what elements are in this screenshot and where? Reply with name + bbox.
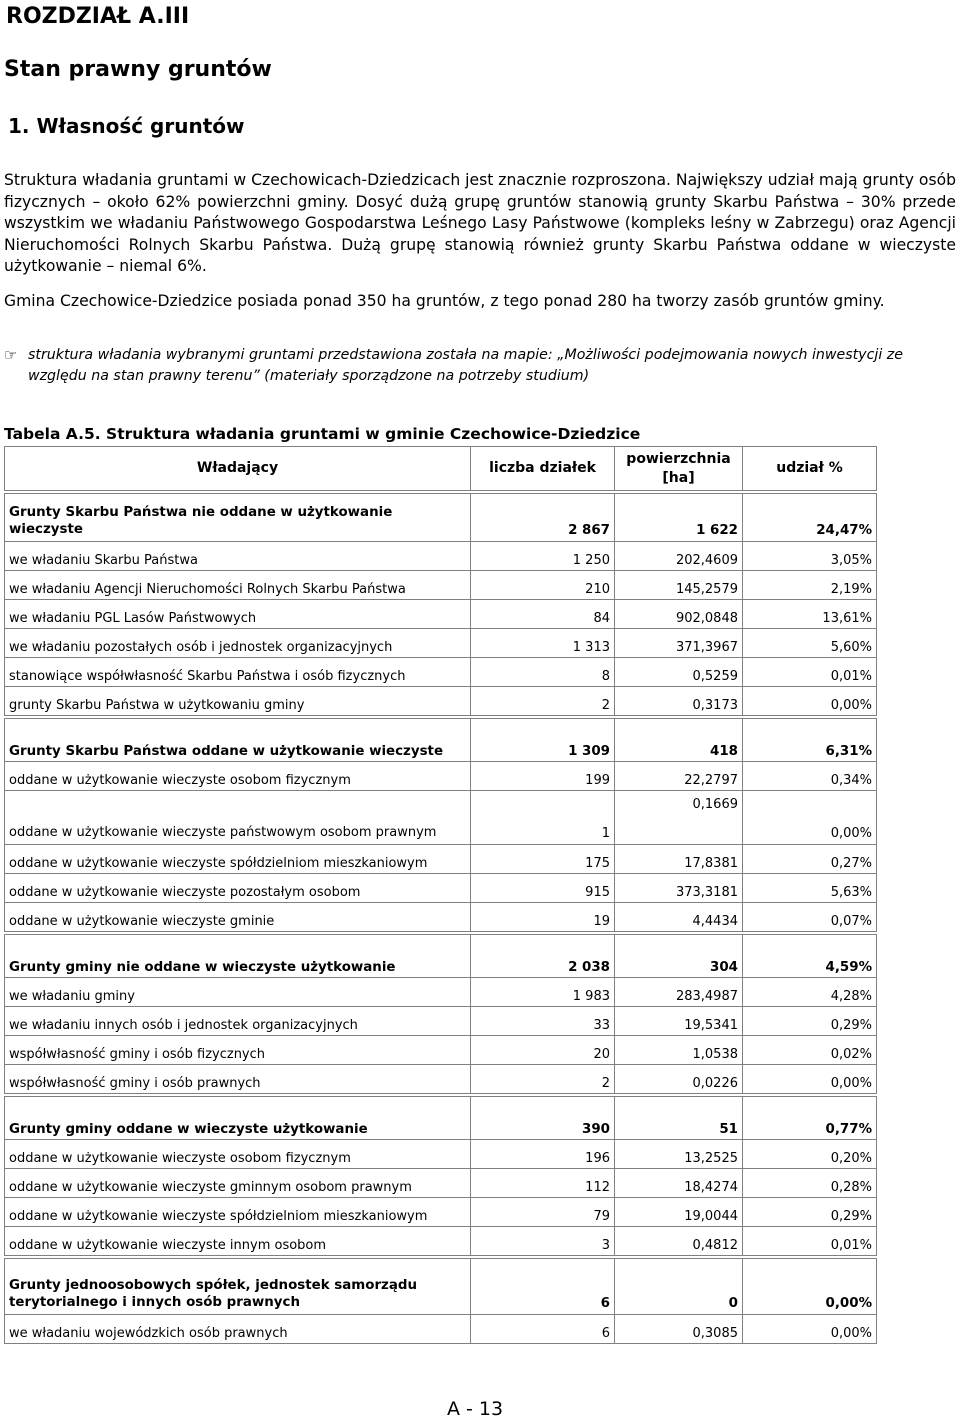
row-share: 24,47% bbox=[743, 494, 877, 542]
row-share: 0,00% bbox=[743, 1315, 877, 1344]
row-label: grunty Skarbu Państwa w użytkowaniu gminy bbox=[5, 687, 471, 716]
row-label: we władaniu gminy bbox=[5, 978, 471, 1007]
row-label: współwłasność gminy i osób fizycznych bbox=[5, 1036, 471, 1065]
table-row bbox=[5, 1007, 877, 1036]
row-share: 0,29% bbox=[743, 1007, 877, 1036]
row-label: oddane w użytkowanie wieczyste państwowym osobom prawnym bbox=[5, 791, 471, 845]
row-parcels: 1 313 bbox=[471, 629, 615, 658]
row-area: 0,5259 bbox=[615, 658, 743, 687]
row-area: 371,3967 bbox=[615, 629, 743, 658]
row-parcels: 390 bbox=[471, 1097, 615, 1140]
row-parcels: 3 bbox=[471, 1227, 615, 1256]
table-row bbox=[5, 978, 877, 1007]
row-area: 51 bbox=[615, 1097, 743, 1140]
table-row bbox=[5, 935, 877, 978]
table-row bbox=[5, 903, 877, 932]
row-share: 6,31% bbox=[743, 719, 877, 762]
row-parcels: 2 867 bbox=[471, 494, 615, 542]
row-share: 0,01% bbox=[743, 1227, 877, 1256]
row-area: 22,2797 bbox=[615, 762, 743, 791]
row-share: 0,28% bbox=[743, 1169, 877, 1198]
row-label: we władaniu PGL Lasów Państwowych bbox=[5, 600, 471, 629]
row-label: Grunty gminy nie oddane w wieczyste użytkowanie bbox=[5, 935, 471, 978]
row-share: 5,60% bbox=[743, 629, 877, 658]
row-parcels: 1 250 bbox=[471, 542, 615, 571]
table-row bbox=[5, 571, 877, 600]
row-parcels: 199 bbox=[471, 762, 615, 791]
table-row bbox=[5, 1315, 877, 1344]
table-row bbox=[5, 719, 877, 762]
row-parcels: 33 bbox=[471, 1007, 615, 1036]
row-label: Grunty gminy oddane w wieczyste użytkowanie bbox=[5, 1097, 471, 1140]
row-share: 0,27% bbox=[743, 845, 877, 874]
row-label: oddane w użytkowanie wieczyste gminie bbox=[5, 903, 471, 932]
row-area: 304 bbox=[615, 935, 743, 978]
row-share: 5,63% bbox=[743, 874, 877, 903]
row-area: 4,4434 bbox=[615, 903, 743, 932]
row-label: oddane w użytkowanie wieczyste spółdzielniom mieszkaniowym bbox=[5, 845, 471, 874]
row-label: oddane w użytkowanie wieczyste spółdzielniom mieszkaniowym bbox=[5, 1198, 471, 1227]
note-text: struktura władania wybranymi gruntami przedstawiona została na mapie: „Możliwości podejmowania nowych inwestycji ze względu na stan prawny terenu” (materiały sporządzone na potrzeby studium) bbox=[28, 347, 903, 384]
row-parcels: 6 bbox=[471, 1259, 615, 1315]
table-row bbox=[5, 791, 877, 845]
row-area: 0,3085 bbox=[615, 1315, 743, 1344]
row-label: we władaniu innych osób i jednostek organizacyjnych bbox=[5, 1007, 471, 1036]
page-title: Stan prawny gruntów bbox=[4, 57, 272, 82]
row-share: 4,59% bbox=[743, 935, 877, 978]
row-label: oddane w użytkowanie wieczyste pozostałym osobom bbox=[5, 874, 471, 903]
column-header-area: powierzchnia [ha] bbox=[615, 447, 743, 491]
row-label: Grunty jednoosobowych spółek, jednostek samorządu terytorialnego i innych osób prawnych bbox=[5, 1259, 471, 1315]
row-share: 0,00% bbox=[743, 687, 877, 716]
row-share: 0,07% bbox=[743, 903, 877, 932]
table-row bbox=[5, 1198, 877, 1227]
page-number: A - 13 bbox=[447, 1398, 504, 1420]
table-row bbox=[5, 658, 877, 687]
row-area: 13,2525 bbox=[615, 1140, 743, 1169]
row-area: 19,0044 bbox=[615, 1198, 743, 1227]
table-header-row bbox=[5, 447, 877, 491]
row-area: 18,4274 bbox=[615, 1169, 743, 1198]
row-label: oddane w użytkowanie wieczyste gminnym osobom prawnym bbox=[5, 1169, 471, 1198]
table-row bbox=[5, 542, 877, 571]
table-row bbox=[5, 1169, 877, 1198]
row-parcels: 2 bbox=[471, 687, 615, 716]
row-parcels: 210 bbox=[471, 571, 615, 600]
row-area: 145,2579 bbox=[615, 571, 743, 600]
row-share: 0,00% bbox=[743, 1065, 877, 1094]
hand-pointer-icon: ☞ bbox=[4, 346, 18, 364]
row-area: 1 622 bbox=[615, 494, 743, 542]
row-share: 0,20% bbox=[743, 1140, 877, 1169]
row-label: współwłasność gminy i osób prawnych bbox=[5, 1065, 471, 1094]
row-share: 13,61% bbox=[743, 600, 877, 629]
row-area: 0,4812 bbox=[615, 1227, 743, 1256]
row-parcels: 2 038 bbox=[471, 935, 615, 978]
section-heading: 1. Własność gruntów bbox=[8, 114, 245, 138]
row-parcels: 8 bbox=[471, 658, 615, 687]
row-area: 0,0226 bbox=[615, 1065, 743, 1094]
row-parcels: 20 bbox=[471, 1036, 615, 1065]
column-header-owner: Władający bbox=[5, 447, 471, 491]
table-row bbox=[5, 600, 877, 629]
table-row bbox=[5, 874, 877, 903]
table-caption: Tabela A.5. Struktura władania gruntami w gminie Czechowice-Dziedzice bbox=[4, 425, 641, 443]
ownership-structure-table bbox=[4, 446, 877, 1344]
row-label: we władaniu wojewódzkich osób prawnych bbox=[5, 1315, 471, 1344]
table-row bbox=[5, 1227, 877, 1256]
row-share: 0,01% bbox=[743, 658, 877, 687]
table-row bbox=[5, 1065, 877, 1094]
row-share: 0,29% bbox=[743, 1198, 877, 1227]
row-share: 0,34% bbox=[743, 762, 877, 791]
row-parcels: 112 bbox=[471, 1169, 615, 1198]
row-area: 902,0848 bbox=[615, 600, 743, 629]
row-label: we władaniu Agencji Nieruchomości Rolnych Skarbu Państwa bbox=[5, 571, 471, 600]
row-label: oddane w użytkowanie wieczyste osobom fizycznym bbox=[5, 1140, 471, 1169]
row-area: 0,3173 bbox=[615, 687, 743, 716]
table-row bbox=[5, 762, 877, 791]
row-parcels: 915 bbox=[471, 874, 615, 903]
row-parcels: 1 309 bbox=[471, 719, 615, 762]
row-label: oddane w użytkowanie wieczyste osobom fizycznym bbox=[5, 762, 471, 791]
row-parcels: 175 bbox=[471, 845, 615, 874]
row-area: 202,4609 bbox=[615, 542, 743, 571]
row-share: 2,19% bbox=[743, 571, 877, 600]
row-share: 0,00% bbox=[743, 1259, 877, 1315]
row-label: we władaniu pozostałych osób i jednostek organizacyjnych bbox=[5, 629, 471, 658]
row-label: stanowiące współwłasność Skarbu Państwa i osób fizycznych bbox=[5, 658, 471, 687]
row-area: 0,1669 bbox=[615, 791, 743, 845]
map-reference-note bbox=[4, 345, 954, 387]
row-area: 17,8381 bbox=[615, 845, 743, 874]
row-label: Grunty Skarbu Państwa nie oddane w użytkowanie wieczyste bbox=[5, 494, 471, 542]
row-parcels: 196 bbox=[471, 1140, 615, 1169]
table-row bbox=[5, 1140, 877, 1169]
row-share: 4,28% bbox=[743, 978, 877, 1007]
row-parcels: 6 bbox=[471, 1315, 615, 1344]
row-area: 283,4987 bbox=[615, 978, 743, 1007]
row-area: 418 bbox=[615, 719, 743, 762]
row-parcels: 2 bbox=[471, 1065, 615, 1094]
row-area: 19,5341 bbox=[615, 1007, 743, 1036]
row-share: 3,05% bbox=[743, 542, 877, 571]
table-row bbox=[5, 1036, 877, 1065]
row-parcels: 1 983 bbox=[471, 978, 615, 1007]
row-area: 373,3181 bbox=[615, 874, 743, 903]
row-share: 0,00% bbox=[743, 791, 877, 845]
chapter-heading: ROZDZIAŁ A.III bbox=[6, 4, 190, 29]
table-row bbox=[5, 629, 877, 658]
table-row bbox=[5, 687, 877, 716]
municipal-land-paragraph: Gmina Czechowice-Dziedzice posiada ponad 350 ha gruntów, z tego ponad 280 ha tworzy zasób gruntów gminy. bbox=[4, 292, 885, 310]
table-row bbox=[5, 845, 877, 874]
row-parcels: 84 bbox=[471, 600, 615, 629]
row-area: 0 bbox=[615, 1259, 743, 1315]
table-row bbox=[5, 1097, 877, 1140]
table-row bbox=[5, 1259, 877, 1315]
table-row bbox=[5, 494, 877, 542]
row-label: oddane w użytkowanie wieczyste innym osobom bbox=[5, 1227, 471, 1256]
intro-paragraph: Struktura władania gruntami w Czechowicach-Dziedzicach jest znacznie rozproszona. Największy udział mają grunty osób fizycznych – około 62% powierzchni gminy. Dosyć dużą grupę gruntów stanowią grunty Skarbu Państwa – 30% przede wszystkim we władaniu Państwowego Gospodarstwa Leśnego Lasy Państwowe (kompleks leśny w Zabrzegu) oraz Agencji Nieruchomości Rolnych Skarbu Państwa. Dużą grupę stanowią również grunty Skarbu Państwa oddane w wieczyste użytkowanie – niemal 6%. bbox=[4, 171, 957, 275]
row-label: Grunty Skarbu Państwa oddane w użytkowanie wieczyste bbox=[5, 719, 471, 762]
row-share: 0,02% bbox=[743, 1036, 877, 1065]
column-header-parcels: liczba działek bbox=[471, 447, 615, 491]
column-header-share: udział % bbox=[743, 447, 877, 491]
row-share: 0,77% bbox=[743, 1097, 877, 1140]
row-parcels: 79 bbox=[471, 1198, 615, 1227]
row-label: we władaniu Skarbu Państwa bbox=[5, 542, 471, 571]
row-area: 1,0538 bbox=[615, 1036, 743, 1065]
row-parcels: 1 bbox=[471, 791, 615, 845]
row-parcels: 19 bbox=[471, 903, 615, 932]
